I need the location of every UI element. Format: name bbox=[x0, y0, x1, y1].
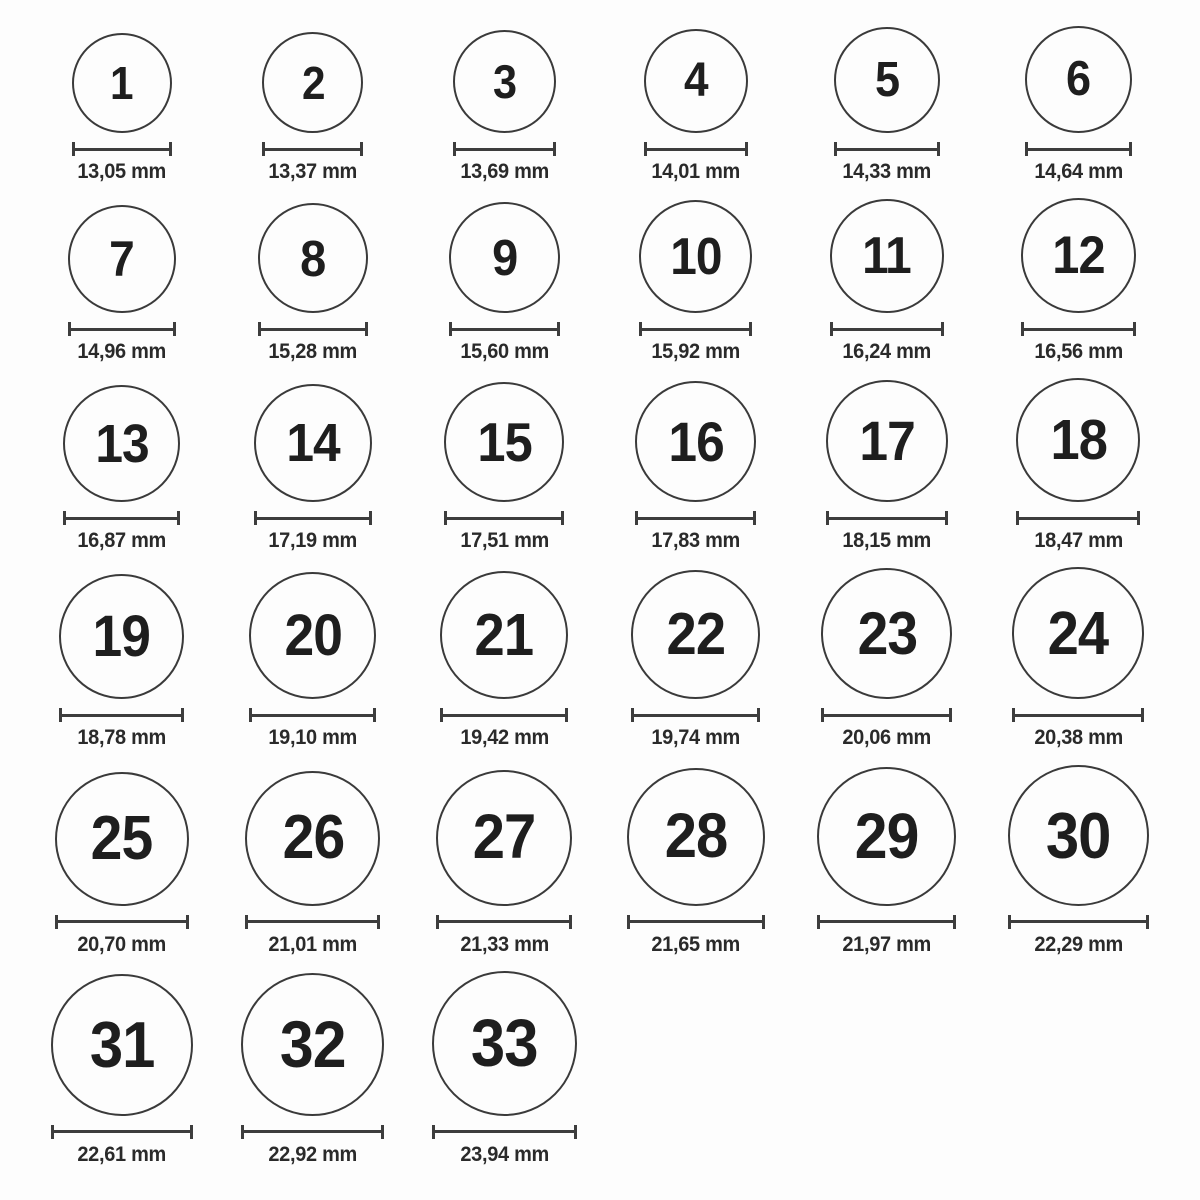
diameter-line-bar bbox=[833, 328, 941, 331]
diameter-line-bar bbox=[630, 920, 762, 923]
ring-circle bbox=[453, 30, 556, 133]
ring-size-item bbox=[821, 568, 952, 750]
diameter-line-bar bbox=[252, 714, 373, 717]
ring-circle bbox=[72, 33, 172, 133]
diameter-line bbox=[449, 322, 560, 336]
diameter-line-bar bbox=[634, 714, 757, 717]
diameter-line-bar bbox=[647, 148, 745, 151]
ring-size-item bbox=[249, 572, 376, 750]
diameter-label: 17,51 mm bbox=[459, 529, 549, 553]
ring-number: 6 bbox=[1066, 52, 1091, 106]
ring-number: 13 bbox=[94, 413, 149, 474]
ring-number: 16 bbox=[667, 409, 724, 473]
diameter-line-bar bbox=[829, 517, 945, 520]
diameter-line-bar bbox=[1024, 328, 1133, 331]
ring-number: 25 bbox=[90, 803, 153, 873]
ring-circle bbox=[1016, 378, 1140, 502]
ring-number: 31 bbox=[89, 1008, 154, 1082]
ring-size-item bbox=[644, 29, 748, 184]
ring-number: 14 bbox=[286, 413, 340, 474]
ring-size-item bbox=[440, 571, 568, 750]
diameter-line-bar bbox=[54, 1130, 190, 1133]
ring-number: 5 bbox=[874, 52, 900, 107]
diameter-line bbox=[1016, 511, 1140, 525]
diameter-label: 20,06 mm bbox=[842, 726, 932, 750]
ring-size-item bbox=[241, 973, 384, 1167]
chart-row bbox=[26, 567, 1174, 750]
diameter-line-bar bbox=[447, 517, 561, 520]
diameter-line-bar bbox=[58, 920, 186, 923]
ring-circle bbox=[241, 973, 384, 1116]
diameter-label: 21,33 mm bbox=[459, 932, 549, 956]
diameter-line bbox=[821, 708, 952, 722]
ring-circle bbox=[249, 572, 376, 699]
ring-circle bbox=[449, 202, 560, 313]
ring-size-item bbox=[262, 32, 363, 184]
ring-size-item bbox=[1025, 26, 1132, 184]
ring-number: 7 bbox=[109, 231, 134, 288]
ring-number: 8 bbox=[300, 229, 326, 287]
ring-size-item bbox=[72, 33, 172, 184]
diameter-line-bar bbox=[824, 714, 949, 717]
ring-circle bbox=[68, 205, 176, 313]
chart-row bbox=[26, 971, 1174, 1167]
ring-number: 9 bbox=[491, 229, 517, 287]
diameter-label: 20,38 mm bbox=[1033, 726, 1123, 750]
ring-size-item bbox=[258, 203, 368, 364]
ring-circle bbox=[644, 29, 748, 133]
diameter-label: 15,60 mm bbox=[459, 340, 549, 364]
ring-number: 21 bbox=[475, 601, 534, 668]
diameter-line bbox=[258, 322, 368, 336]
ring-circle bbox=[631, 570, 760, 699]
diameter-line bbox=[72, 142, 172, 156]
ring-number: 17 bbox=[859, 409, 915, 473]
ring-number: 15 bbox=[477, 410, 532, 473]
diameter-label: 18,47 mm bbox=[1033, 529, 1123, 553]
diameter-label: 20,70 mm bbox=[77, 932, 166, 956]
ring-circle bbox=[635, 381, 756, 502]
diameter-line-bar bbox=[66, 517, 177, 520]
diameter-line bbox=[1025, 142, 1132, 156]
ring-circle bbox=[834, 27, 940, 133]
ring-number: 1 bbox=[110, 57, 133, 109]
ring-size-item bbox=[453, 30, 556, 184]
diameter-label: 22,61 mm bbox=[77, 1142, 166, 1166]
diameter-line-bar bbox=[257, 517, 369, 520]
diameter-line bbox=[644, 142, 748, 156]
diameter-line bbox=[59, 708, 184, 722]
diameter-line bbox=[444, 511, 564, 525]
ring-size-item bbox=[1008, 765, 1149, 957]
diameter-line bbox=[63, 511, 180, 525]
diameter-label: 13,05 mm bbox=[77, 160, 166, 183]
ring-number: 4 bbox=[683, 54, 708, 107]
diameter-line-bar bbox=[452, 328, 557, 331]
diameter-line bbox=[639, 322, 752, 336]
ring-size-item bbox=[826, 380, 948, 553]
ring-circle bbox=[826, 380, 948, 502]
diameter-label: 19,10 mm bbox=[268, 726, 358, 750]
diameter-label: 22,92 mm bbox=[268, 1142, 358, 1166]
diameter-line-bar bbox=[642, 328, 749, 331]
ring-size-item bbox=[68, 205, 176, 364]
ring-number: 12 bbox=[1052, 226, 1105, 286]
diameter-line-bar bbox=[71, 328, 173, 331]
diameter-line bbox=[432, 1125, 577, 1139]
diameter-label: 16,87 mm bbox=[77, 529, 166, 553]
ring-circle bbox=[436, 770, 572, 906]
ring-circle bbox=[55, 772, 189, 906]
chart-row bbox=[26, 26, 1174, 184]
diameter-label: 21,97 mm bbox=[842, 932, 932, 956]
diameter-line bbox=[436, 915, 572, 929]
diameter-line-bar bbox=[638, 517, 753, 520]
ring-number: 20 bbox=[284, 602, 342, 668]
diameter-line bbox=[51, 1125, 193, 1139]
diameter-line bbox=[1012, 708, 1144, 722]
diameter-line-bar bbox=[75, 148, 169, 151]
chart-row bbox=[26, 765, 1174, 957]
ring-size-item bbox=[63, 385, 180, 553]
ring-number: 24 bbox=[1048, 598, 1109, 667]
ring-number: 18 bbox=[1050, 407, 1107, 472]
diameter-label: 14,96 mm bbox=[77, 340, 166, 364]
ring-circle bbox=[1021, 198, 1136, 313]
diameter-line-bar bbox=[248, 920, 377, 923]
ring-number: 33 bbox=[470, 1005, 538, 1081]
ring-number: 10 bbox=[669, 227, 722, 286]
ring-size-item bbox=[1021, 198, 1136, 364]
diameter-line bbox=[1021, 322, 1136, 336]
diameter-label: 22,29 mm bbox=[1033, 932, 1123, 956]
ring-size-item bbox=[1016, 378, 1140, 553]
ring-size-item bbox=[631, 570, 760, 750]
diameter-label: 19,42 mm bbox=[459, 726, 549, 750]
ring-circle bbox=[245, 771, 380, 906]
ring-circle bbox=[254, 384, 372, 502]
ring-circle bbox=[432, 971, 577, 1116]
ring-number: 2 bbox=[301, 56, 325, 109]
diameter-line bbox=[68, 322, 176, 336]
diameter-label: 17,83 mm bbox=[651, 529, 740, 553]
ring-size-item bbox=[834, 27, 940, 184]
diameter-label: 13,37 mm bbox=[268, 160, 358, 183]
diameter-line bbox=[245, 915, 380, 929]
diameter-line-bar bbox=[1011, 920, 1146, 923]
diameter-label: 14,33 mm bbox=[842, 160, 932, 183]
diameter-line bbox=[262, 142, 363, 156]
diameter-label: 23,94 mm bbox=[459, 1142, 549, 1166]
diameter-line-bar bbox=[1028, 148, 1129, 151]
ring-circle bbox=[440, 571, 568, 699]
ring-number: 28 bbox=[664, 801, 727, 872]
diameter-line bbox=[635, 511, 756, 525]
diameter-line-bar bbox=[820, 920, 953, 923]
ring-circle bbox=[639, 200, 752, 313]
diameter-line bbox=[249, 708, 376, 722]
ring-number: 22 bbox=[666, 601, 725, 668]
diameter-label: 21,65 mm bbox=[651, 932, 740, 956]
ring-size-item bbox=[449, 202, 560, 364]
diameter-line bbox=[1008, 915, 1149, 929]
ring-number: 30 bbox=[1045, 798, 1111, 872]
ring-size-item bbox=[635, 381, 756, 553]
diameter-line-bar bbox=[261, 328, 365, 331]
ring-circle bbox=[1025, 26, 1132, 133]
diameter-line bbox=[834, 142, 940, 156]
diameter-label: 15,92 mm bbox=[651, 340, 740, 364]
diameter-line-bar bbox=[456, 148, 553, 151]
chart-row bbox=[26, 198, 1174, 364]
diameter-line bbox=[817, 915, 956, 929]
diameter-label: 16,24 mm bbox=[842, 340, 932, 364]
ring-circle bbox=[262, 32, 363, 133]
ring-circle bbox=[59, 574, 184, 699]
ring-number: 27 bbox=[472, 802, 536, 873]
diameter-line-bar bbox=[244, 1130, 381, 1133]
ring-size-item bbox=[254, 384, 372, 553]
ring-number: 23 bbox=[857, 599, 917, 667]
ring-number: 19 bbox=[92, 603, 151, 669]
diameter-line-bar bbox=[435, 1130, 574, 1133]
ring-size-item bbox=[830, 199, 944, 364]
ring-circle bbox=[627, 768, 765, 906]
diameter-line-bar bbox=[62, 714, 181, 717]
diameter-line-bar bbox=[443, 714, 565, 717]
diameter-label: 21,01 mm bbox=[268, 932, 358, 956]
ring-size-item bbox=[1012, 567, 1144, 750]
diameter-line bbox=[453, 142, 556, 156]
ring-size-item bbox=[59, 574, 184, 750]
ring-circle bbox=[830, 199, 944, 313]
diameter-line bbox=[241, 1125, 384, 1139]
ring-size-item bbox=[639, 200, 752, 364]
ring-number: 11 bbox=[862, 227, 912, 286]
diameter-label: 13,69 mm bbox=[459, 160, 549, 183]
ring-circle bbox=[821, 568, 952, 699]
diameter-label: 14,64 mm bbox=[1033, 160, 1123, 183]
diameter-line bbox=[440, 708, 568, 722]
diameter-line-bar bbox=[439, 920, 569, 923]
ring-size-item bbox=[817, 767, 956, 957]
ring-size-item bbox=[245, 771, 380, 957]
diameter-line bbox=[826, 511, 948, 525]
ring-circle bbox=[1012, 567, 1144, 699]
ring-size-item bbox=[55, 772, 189, 957]
ring-size-item bbox=[444, 382, 564, 553]
ring-number: 3 bbox=[492, 55, 516, 108]
ring-number: 32 bbox=[280, 1007, 346, 1082]
diameter-line-bar bbox=[265, 148, 360, 151]
diameter-label: 18,15 mm bbox=[842, 529, 932, 553]
ring-size-item bbox=[51, 974, 193, 1167]
ring-size-item bbox=[432, 971, 577, 1167]
diameter-line bbox=[55, 915, 189, 929]
ring-circle bbox=[63, 385, 180, 502]
diameter-label: 19,74 mm bbox=[651, 726, 740, 750]
diameter-line-bar bbox=[837, 148, 937, 151]
diameter-label: 14,01 mm bbox=[651, 160, 740, 183]
ring-circle bbox=[1008, 765, 1149, 906]
diameter-line-bar bbox=[1019, 517, 1137, 520]
diameter-label: 16,56 mm bbox=[1033, 340, 1123, 364]
diameter-label: 17,19 mm bbox=[268, 529, 358, 553]
ring-size-item bbox=[627, 768, 765, 957]
ring-circle bbox=[817, 767, 956, 906]
ring-number: 29 bbox=[855, 800, 919, 873]
diameter-label: 15,28 mm bbox=[268, 340, 358, 364]
diameter-line-bar bbox=[1015, 714, 1141, 717]
diameter-line bbox=[830, 322, 944, 336]
ring-circle bbox=[444, 382, 564, 502]
diameter-line bbox=[627, 915, 765, 929]
chart-row bbox=[26, 378, 1174, 553]
ring-circle bbox=[258, 203, 368, 313]
diameter-line bbox=[631, 708, 760, 722]
ring-circle bbox=[51, 974, 193, 1116]
ring-number: 26 bbox=[282, 803, 344, 873]
diameter-line bbox=[254, 511, 372, 525]
ring-size-item bbox=[436, 770, 572, 957]
diameter-label: 18,78 mm bbox=[77, 726, 166, 750]
